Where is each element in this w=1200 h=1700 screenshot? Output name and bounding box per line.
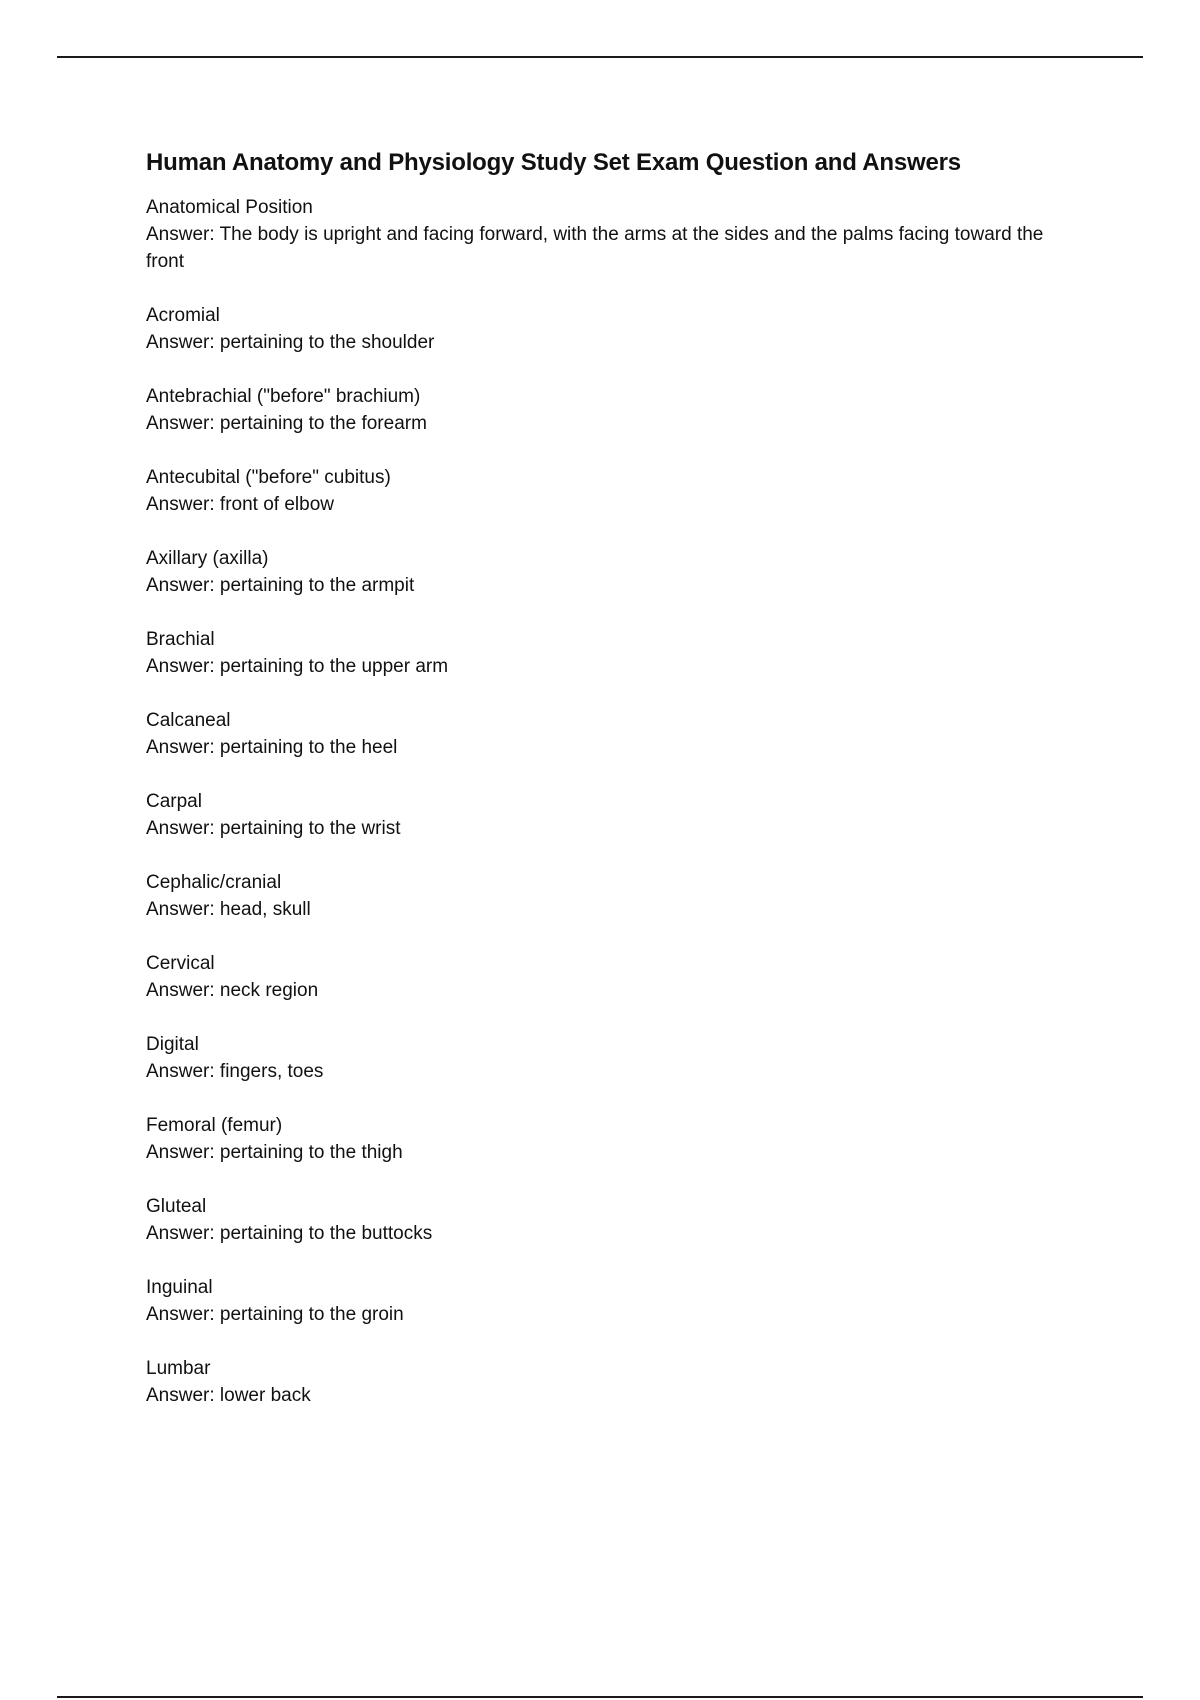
qa-item xyxy=(146,194,1086,275)
document-body xyxy=(146,146,1086,1436)
qa-answer: Answer: head, skull xyxy=(146,899,311,920)
qa-term: Femoral (femur) xyxy=(146,1115,283,1136)
qa-answer: Answer: front of elbow xyxy=(146,494,334,515)
qa-item xyxy=(146,869,1086,923)
qa-item xyxy=(146,383,1086,437)
qa-term: Brachial xyxy=(146,629,215,650)
qa-answer: Answer: pertaining to the forearm xyxy=(146,413,427,434)
qa-item xyxy=(146,707,1086,761)
qa-answer: Answer: The body is upright and facing forward, with the arms at the sides and the palms facing toward the front xyxy=(146,224,1044,272)
qa-term: Calcaneal xyxy=(146,710,231,731)
qa-answer: Answer: pertaining to the armpit xyxy=(146,575,415,596)
qa-term: Antebrachial ("before" brachium) xyxy=(146,386,421,407)
qa-item xyxy=(146,545,1086,599)
qa-term: Inguinal xyxy=(146,1277,213,1298)
qa-item xyxy=(146,950,1086,1004)
top-divider xyxy=(57,56,1143,58)
qa-answer: Answer: fingers, toes xyxy=(146,1061,324,1082)
qa-term: Acromial xyxy=(146,305,220,326)
qa-answer: Answer: neck region xyxy=(146,980,319,1001)
qa-item xyxy=(146,1031,1086,1085)
qa-term: Lumbar xyxy=(146,1358,211,1379)
qa-answer: Answer: pertaining to the thigh xyxy=(146,1142,403,1163)
qa-term: Cervical xyxy=(146,953,215,974)
qa-item xyxy=(146,1112,1086,1166)
qa-term: Carpal xyxy=(146,791,202,812)
qa-item xyxy=(146,626,1086,680)
qa-item xyxy=(146,1193,1086,1247)
qa-answer: Answer: lower back xyxy=(146,1385,311,1406)
qa-answer: Answer: pertaining to the shoulder xyxy=(146,332,435,353)
qa-answer: Answer: pertaining to the upper arm xyxy=(146,656,449,677)
document-title: Human Anatomy and Physiology Study Set Exam Question and Answers xyxy=(146,149,961,176)
qa-item xyxy=(146,1274,1086,1328)
qa-item xyxy=(146,302,1086,356)
qa-answer: Answer: pertaining to the heel xyxy=(146,737,398,758)
qa-term: Digital xyxy=(146,1034,199,1055)
qa-term: Antecubital ("before" cubitus) xyxy=(146,467,391,488)
qa-term: Axillary (axilla) xyxy=(146,548,269,569)
qa-answer: Answer: pertaining to the groin xyxy=(146,1304,404,1325)
qa-term: Cephalic/cranial xyxy=(146,872,282,893)
qa-item xyxy=(146,788,1086,842)
qa-term: Anatomical Position xyxy=(146,197,313,218)
qa-item xyxy=(146,1355,1086,1409)
qa-item xyxy=(146,464,1086,518)
qa-answer: Answer: pertaining to the wrist xyxy=(146,818,401,839)
qa-answer: Answer: pertaining to the buttocks xyxy=(146,1223,433,1244)
bottom-divider xyxy=(57,1696,1143,1698)
qa-term: Gluteal xyxy=(146,1196,207,1217)
